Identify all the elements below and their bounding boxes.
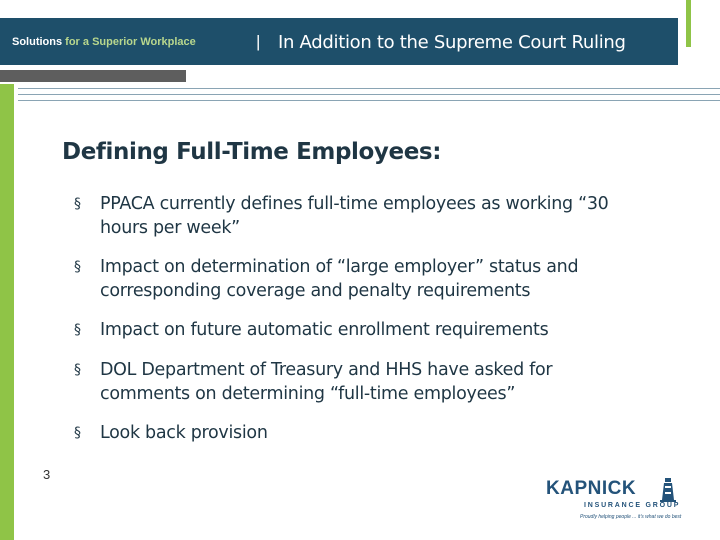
kapnick-logo bbox=[546, 476, 682, 526]
bullet-item bbox=[74, 318, 634, 342]
brand-accent: for a Superior Workplace bbox=[65, 36, 196, 48]
logo-subtitle: INSURANCE GROUP bbox=[584, 502, 681, 509]
logo-tagline: Proudly helping people ... it's what we do best bbox=[580, 514, 682, 520]
lighthouse-icon bbox=[658, 476, 678, 502]
accent-bar-left bbox=[0, 84, 14, 540]
bullet-marker: § bbox=[74, 425, 81, 441]
slide-title: Defining Full-Time Employees: bbox=[62, 139, 442, 165]
brand-main: Solutions bbox=[12, 36, 63, 48]
divider-line-2 bbox=[18, 94, 720, 95]
divider-line-3 bbox=[18, 100, 720, 101]
bullet-item bbox=[74, 192, 634, 240]
bullet-marker: § bbox=[74, 362, 81, 378]
header-tab-bar bbox=[0, 70, 186, 82]
bullet-list bbox=[74, 192, 634, 460]
divider-line-1 bbox=[18, 88, 720, 89]
bullet-text: PPACA currently defines full-time employees as working “30 hours per week” bbox=[100, 194, 609, 238]
bullet-text: Impact on future automatic enrollment requirements bbox=[100, 320, 549, 340]
accent-bar-right bbox=[686, 0, 691, 47]
header-title: In Addition to the Supreme Court Ruling bbox=[278, 32, 626, 53]
logo-name: KAPNICK bbox=[546, 478, 637, 499]
bullet-item bbox=[74, 255, 634, 303]
bullet-text: DOL Department of Treasury and HHS have asked for comments on determining “full-time employees” bbox=[100, 360, 553, 404]
bullet-marker: § bbox=[74, 259, 81, 275]
brand-tagline bbox=[12, 36, 196, 48]
bullet-item bbox=[74, 421, 634, 445]
bullet-item bbox=[74, 358, 634, 406]
bullet-marker: § bbox=[74, 322, 81, 338]
bullet-marker: § bbox=[74, 196, 81, 212]
page-number: 3 bbox=[43, 467, 51, 482]
header-separator: | bbox=[256, 32, 261, 51]
bullet-text: Look back provision bbox=[100, 423, 268, 443]
bullet-text: Impact on determination of “large employer” status and corresponding coverage and penalty requirements bbox=[100, 257, 579, 301]
